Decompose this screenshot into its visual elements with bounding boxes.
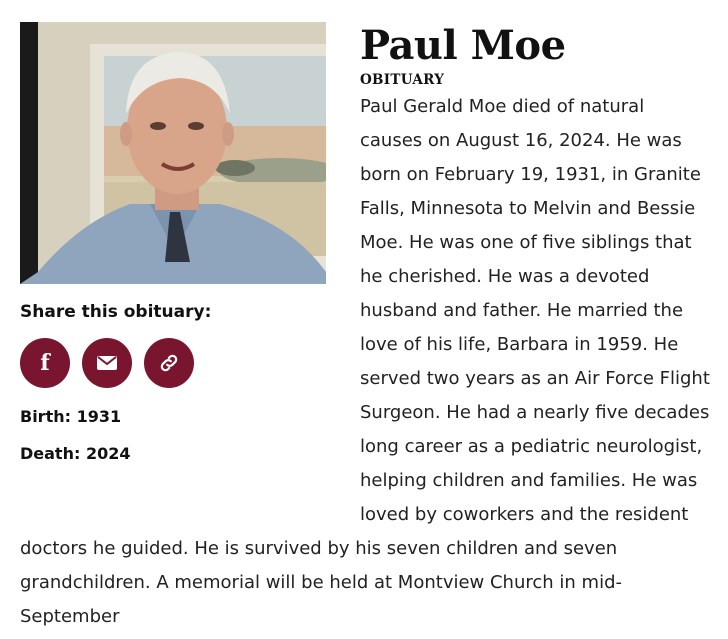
facebook-icon: f (40, 350, 50, 376)
obituary-body (20, 90, 710, 634)
obituary-text: Paul Gerald Moe died of natural causes on August 16, 2024. He was born on February 19, 1931, in Granite Falls, Minnesota to Melvin and Bessie Moe. He was one of five siblings that he cherished. He was a devoted husband and father. He married the love of his life, Barbara in 1959. He served two years as an Air Force Flight Surgeon. He had a nearly five decades long career as a pediatric neurologist, helping children and families. He was loved by coworkers and the resident doctors he guided. He is survived by his seven children and seven grandchildren. A memorial will be held at Montview Church in mid-September (20, 96, 710, 627)
layout-spacer (20, 90, 360, 500)
birth-year: Birth: 1931 (20, 407, 122, 426)
obituary-name: Paul Moe (360, 22, 566, 69)
death-year: Death: 2024 (20, 444, 131, 463)
share-title: Share this obituary: (20, 302, 212, 322)
section-label: OBITUARY (360, 72, 445, 88)
